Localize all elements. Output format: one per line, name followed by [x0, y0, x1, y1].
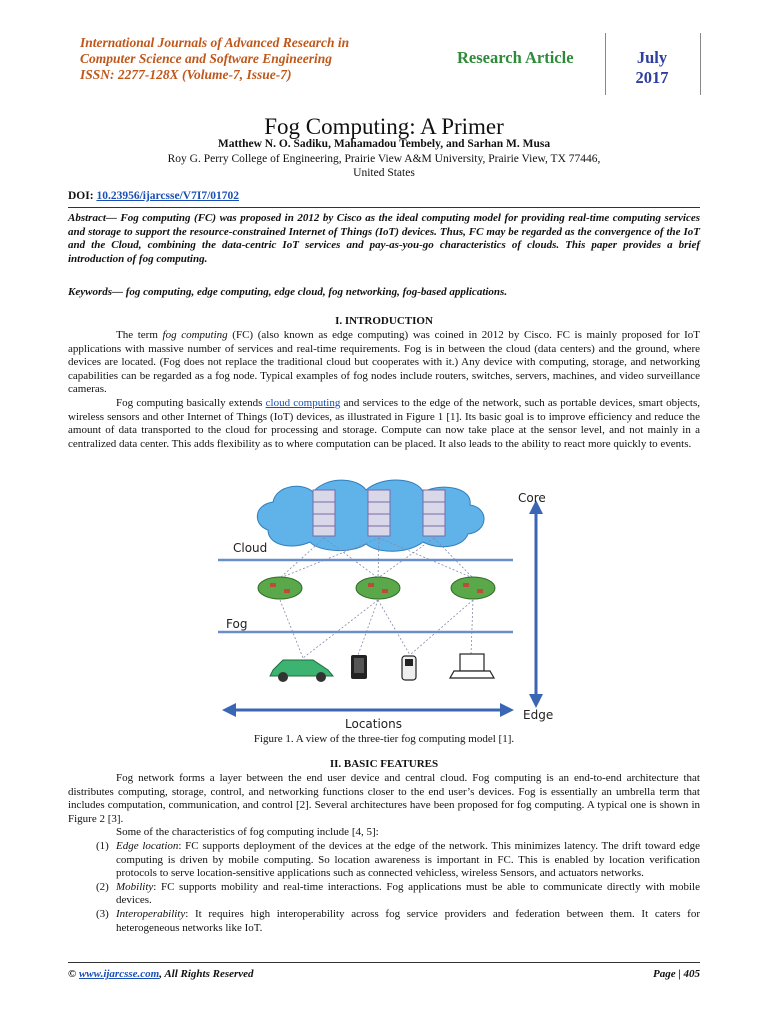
basic-features-body	[68, 772, 700, 935]
list-item	[68, 840, 700, 881]
intro-paragraph-2	[68, 397, 700, 451]
affiliation	[0, 152, 768, 180]
abstract	[68, 212, 700, 266]
footer-copyright	[68, 968, 254, 980]
features-paragraph-1: Fog network forms a layer between the end user device and central cloud. Fog computing is an end-to-end architecture that distributes computing, storage, control, and networking functions closer to the end user’s devices. Fog is essentially an umbrella term that includes computation, communication, and control [2]. Several architectures have been proposed for fog computing. A typical one is shown in Figure 2 [3].	[68, 772, 700, 825]
laptop-icon	[450, 654, 494, 678]
label-edge: Edge	[523, 708, 554, 722]
keywords-label: Keywords—	[68, 286, 123, 298]
characteristics-list	[68, 840, 700, 935]
journal-name-line2: Computer Science and Software Engineering	[80, 51, 333, 66]
site-link[interactable]: www.ijarcsse.com	[78, 968, 160, 980]
list-item-text: : FC supports mobility and real-time interactions. Fog applications must be able to communicate directly with mobile devices.	[116, 880, 700, 907]
footer-rule	[68, 962, 700, 963]
header-divider-left	[605, 33, 606, 95]
abstract-text: Fog computing (FC) was proposed in 2012 by Cisco as the ideal computing model for providing real-time computing services and storage to support the resource-constrained Internet of Things (IoT) devices. Thus, FC may be regarded as the convergence of the IoT and the Cloud, combining the data-centric IoT services and pay-as-you-go characteristics of clouds. This paper provides a brief introduction of fog computing.	[68, 212, 700, 265]
doi-label: DOI:	[68, 190, 94, 202]
edge-arrowhead	[529, 694, 543, 708]
doi-link[interactable]: 10.23956/ijarcsse/V7I7/01702	[96, 190, 240, 202]
introduction-body	[68, 329, 700, 451]
label-core: Core	[518, 491, 546, 505]
list-item-term: Mobility	[116, 880, 154, 893]
paper-authors: Matthew N. O. Sadiku, Mahamadou Tembely, and Sarhan M. Musa	[217, 138, 551, 150]
intro-paragraph-1	[68, 329, 700, 397]
page-number: Page | 405	[652, 968, 700, 980]
list-item	[68, 908, 700, 935]
abstract-top-rule	[68, 207, 700, 208]
fog-node-icon	[258, 577, 495, 599]
intro-p2-start: Fog computing basically extends	[116, 396, 266, 409]
journal-issn: ISSN: 2277-128X (Volume-7, Issue-7)	[80, 67, 292, 82]
abstract-label: Abstract—	[68, 212, 117, 224]
publication-month: July	[636, 48, 668, 67]
affiliation-line1: Roy G. Perry College of Engineering, Prairie View A&M University, Prairie View, TX 77446,	[167, 153, 601, 165]
intro-p1-start: The term	[116, 329, 163, 341]
locations-right-arrowhead	[500, 703, 514, 717]
keywords	[68, 286, 700, 298]
list-item-number: (2)	[96, 880, 109, 893]
label-cloud: Cloud	[233, 541, 268, 555]
publication-year: 2017	[635, 68, 669, 87]
doi-line	[68, 190, 239, 202]
paper-title: Fog Computing: A Primer	[264, 114, 504, 139]
journal-header	[80, 35, 450, 83]
affiliation-line2: United States	[353, 167, 415, 179]
keywords-text: fog computing, edge computing, edge cloud, fog networking, fog-based applications.	[123, 286, 508, 298]
publication-date	[617, 48, 687, 88]
list-item-text: : FC supports deployment of the devices at the edge of the network. This minimizes latency. The drift toward edge computing is driven by mobile computing. So location awareness is important in FC. This is enabled by location verification protocols to serve location-sensitive applications such as connected vehicless, wireless Sensors, and actuators networks.	[116, 839, 700, 880]
list-item-term: Edge location	[116, 839, 179, 852]
list-item-text: : It requires high interoperability across fog service providers and federation between them. It caters for heterogeneous networks like IoT.	[116, 907, 700, 934]
header-divider-right	[700, 33, 701, 95]
list-item	[68, 881, 700, 908]
cloud-server-icon	[313, 490, 445, 536]
intro-p1-rest: (FC) (also known as edge computing) was coined in 2012 by Cisco. FC is mainly proposed for IoT applications with massive number of services and real-time requirements. Fog is in between the cloud (data centers) and the ground, where devices are located. (Fog does not replace the traditional cloud but cooperates with it.) Any device with computing, storage, and networking capabilities can be regarded as a fog node. Typical examples of fog nodes include routers, switches, servers, machines, and video surveillance cameras.	[68, 329, 700, 396]
section-heading-basic-features: II. BASIC FEATURES	[329, 758, 439, 770]
label-locations: Locations	[345, 717, 403, 731]
cloud-computing-link[interactable]: cloud computing	[265, 396, 341, 409]
intro-p1-term: fog computing	[162, 329, 228, 341]
list-item-number: (3)	[96, 907, 109, 920]
label-fog: Fog	[226, 617, 248, 631]
features-paragraph-2: Some of the characteristics of fog computing include [4, 5]:	[116, 826, 379, 839]
locations-left-arrowhead	[222, 703, 236, 717]
figure-1-caption: Figure 1. A view of the three-tier fog computing model [1].	[253, 733, 515, 745]
phone-icon	[402, 656, 416, 680]
rights-text: , All Rights Reserved	[159, 968, 254, 980]
article-type: Research Article	[457, 48, 574, 67]
car-icon	[270, 660, 333, 682]
list-item-term: Interoperability	[116, 907, 186, 920]
section-heading-introduction: I. INTRODUCTION	[335, 315, 433, 327]
intro-p2-rest: and services to the edge of the network, such as portable devices, smart objects, wireless sensors and other Internet of Things (IoT) devices, as illustrated in Figure 1 [1]. Its basic goal is to improve efficiency and reduce the amount of data transported to the cloud for processing and storage. Compute can now take place at the sensor level, and not mainly in a centralized data center. This adds flexibility as to where computation can be placed. It also leads to the ability to react more quickly to events.	[68, 396, 700, 450]
list-item-number: (1)	[96, 839, 109, 852]
figure-three-tier-fog-model	[218, 470, 558, 732]
journal-name-line1: International Journals of Advanced Research in	[80, 35, 350, 50]
copyright-symbol: ©	[68, 968, 77, 980]
fog-device-links	[280, 600, 473, 658]
